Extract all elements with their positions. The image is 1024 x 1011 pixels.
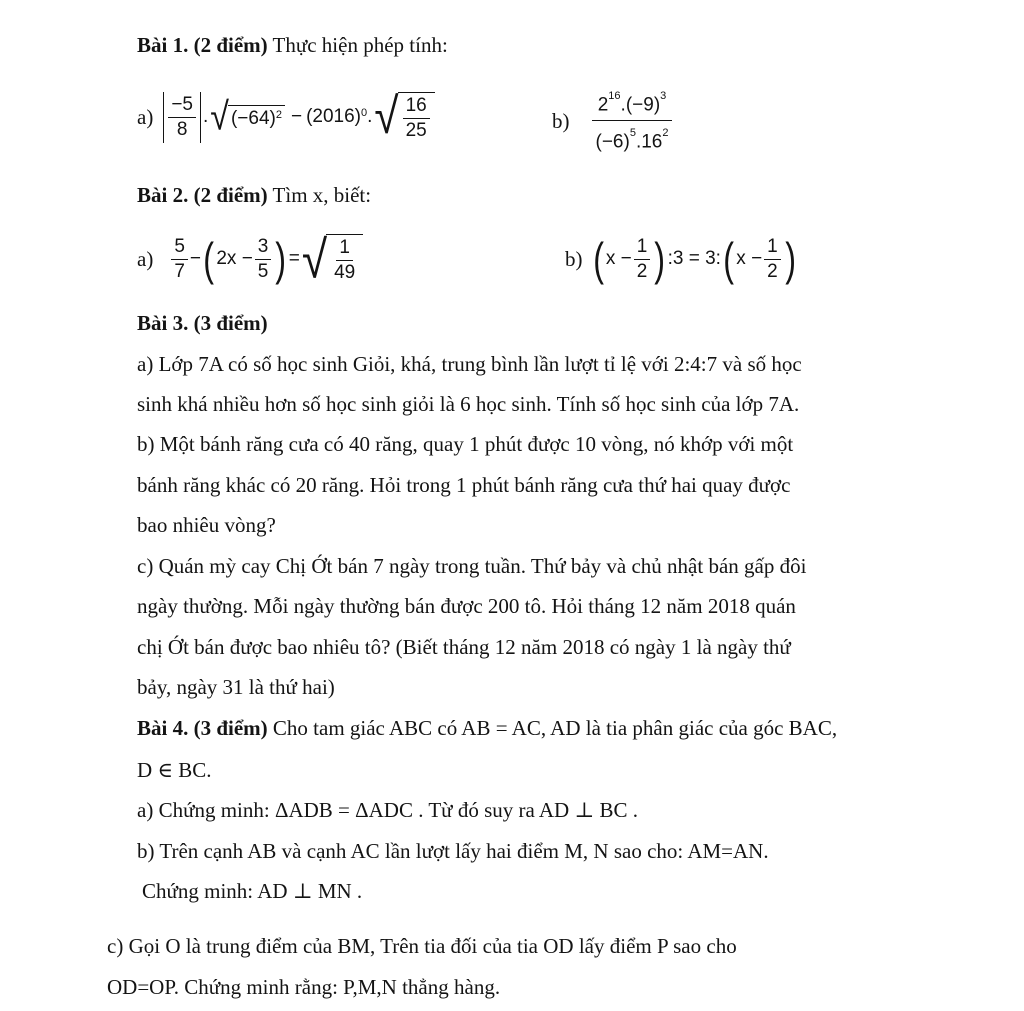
bai2-heading: Bài 2. (2 điểm) [137, 183, 268, 207]
bai4-line: Chứng minh: AD ⊥ MN . [142, 879, 363, 903]
bai4-line: a) Chứng minh: ΔADB = ΔADC . Từ đó suy ra AD ⊥ BC . [137, 798, 638, 822]
bai1-a-expression: a) $\frac{-5}{8}$ . √ (−64) $^2$ − (2016) $^0$ . √ $\frac{16}{25}$ [137, 88, 437, 146]
bai3-line: bao nhiêu vòng? [137, 513, 276, 537]
bai3-line: bảy, ngày 31 là thứ hai) [137, 675, 335, 699]
sqrt-2: √ $\frac{16}{25}$ [374, 92, 434, 142]
bai1-title [137, 32, 448, 58]
bai3-line: bánh răng khác có 20 răng. Hỏi trong 1 phút bánh răng cưa thứ hai quay được [137, 473, 791, 497]
bai2-title [137, 182, 371, 208]
bai1-b-label: b) [552, 108, 570, 133]
bai3-heading: Bài 3. (3 điểm) [137, 311, 268, 335]
bai1-heading: Bài 1. (2 điểm) [137, 33, 268, 57]
bai3-line: c) Quán mỳ cay Chị Ớt bán 7 ngày trong tuần. Thứ bảy và chủ nhật bán gấp đôi [137, 554, 807, 578]
bai4-line: b) Trên cạnh AB và cạnh AC lần lượt lấy hai điểm M, N sao cho: AM=AN. [137, 839, 769, 863]
bai4-title [137, 715, 837, 741]
bai3-title [137, 310, 268, 336]
bai2-a-label: a) [137, 246, 154, 271]
bai3-line: a) Lớp 7A có số học sinh Giỏi, khá, trung bình lần lượt tỉ lệ với 2:4:7 và số học [137, 352, 802, 376]
bai2-b-expression: b) ( x − $\frac{1}{2}$ ) :3 = 3: ( x − $\frac{1}{2}$ ) [565, 233, 796, 285]
bai1-a-label: a) [137, 104, 154, 129]
abs-value: $\frac{-5}{8}$ [163, 92, 201, 143]
bai4-heading: Bài 4. (3 điểm) [137, 716, 268, 740]
bai3-line: chị Ớt bán được bao nhiêu tô? (Biết tháng 12 năm 2018 có ngày 1 là ngày thứ [137, 635, 791, 659]
bai1-text: Thực hiện phép tính: [267, 33, 448, 57]
bai3-line: ngày thường. Mỗi ngày thường bán được 200 tô. Hỏi tháng 12 năm 2018 quán [137, 594, 796, 618]
bai4-line: OD=OP. Chứng minh rằng: P,M,N thẳng hàng. [107, 975, 501, 999]
bai2-a-expression: a) $\frac{5}{7}$ − ( 2x − $\frac{3}{5}$ ) = √ $\frac{1}{49}$ [137, 228, 365, 290]
bai2-text: Tìm x, biết: [267, 183, 372, 207]
bai1-b-expression: b) $\frac{2^{16}.(-9)^3}{(-6)^5.16^2}$ [552, 82, 677, 160]
bai2-b-label: b) [565, 246, 583, 271]
bai3-line: sinh khá nhiều hơn số học sinh giỏi là 6 học sinh. Tính số học sinh của lớp 7A. [137, 392, 800, 416]
bai4-line: c) Gọi O là trung điểm của BM, Trên tia đối của tia OD lấy điểm P sao cho [107, 934, 737, 958]
bai4-text: Cho tam giác ABC có AB = AC, AD là tia phân giác của góc BAC, [267, 716, 838, 740]
bai4-line: D ∈ BC. [137, 758, 212, 782]
bai3-line: b) Một bánh răng cưa có 40 răng, quay 1 phút được 10 vòng, nó khớp với một [137, 432, 794, 456]
sqrt-1: √ (−64) $^2$ [210, 100, 285, 134]
